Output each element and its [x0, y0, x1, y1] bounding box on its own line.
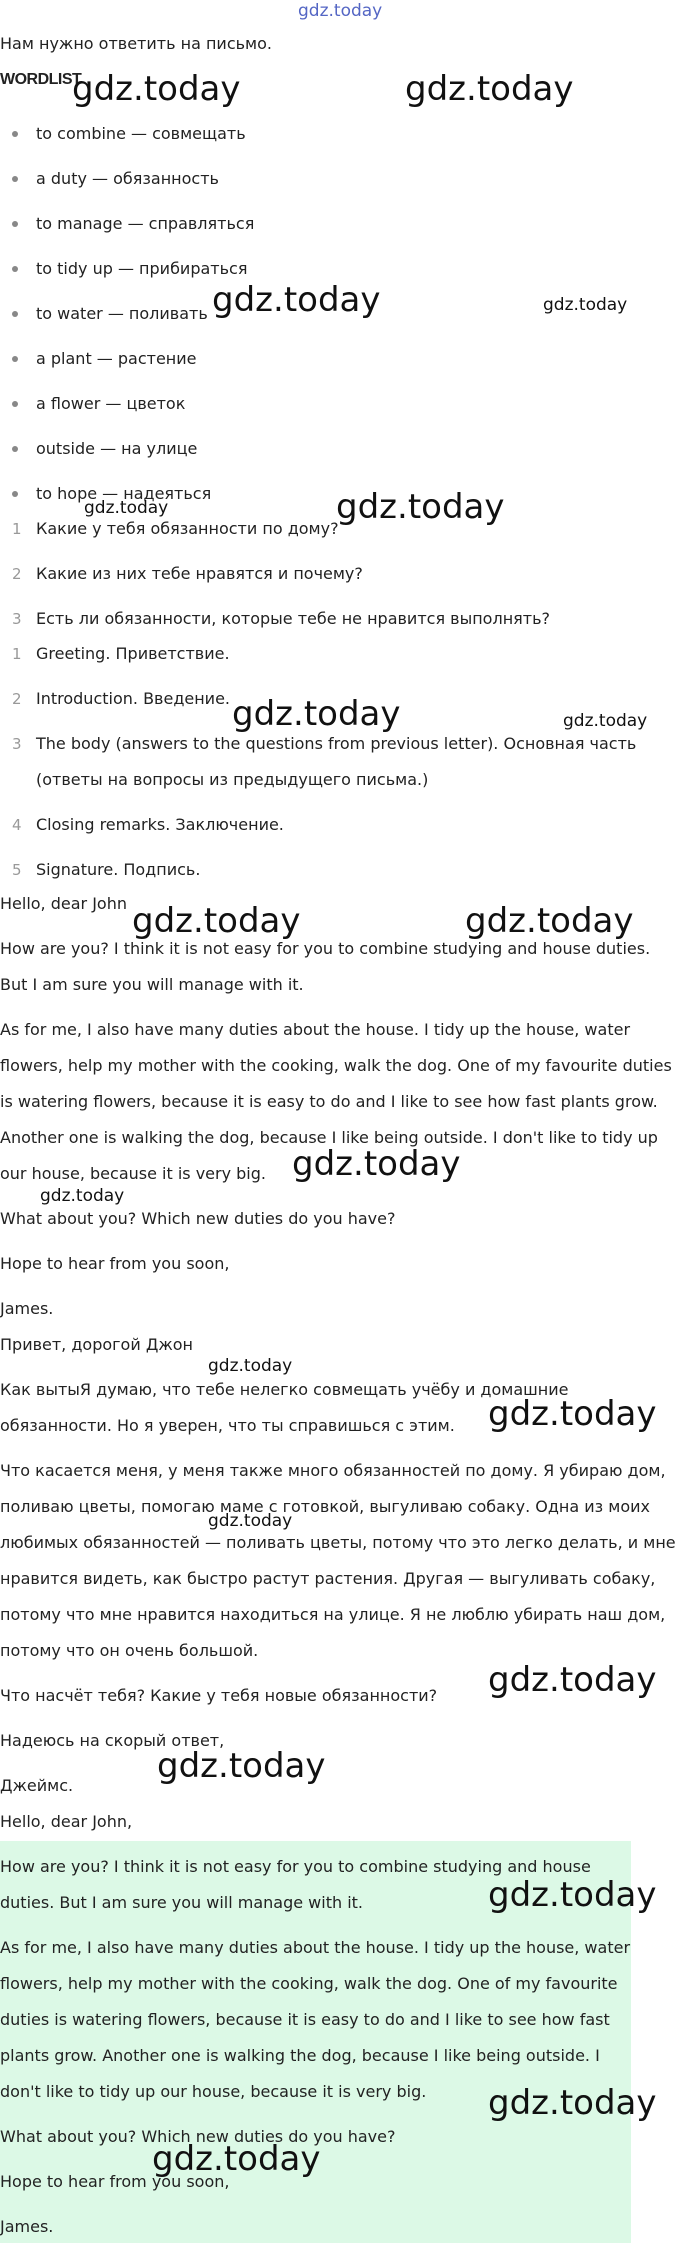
- letter-line: James.: [0, 2217, 54, 2236]
- plan-item: Closing remarks. Заключение.: [36, 815, 284, 834]
- plan-item: The body (answers to the questions from previous letter). Основная часть: [36, 734, 637, 753]
- letter-line: our house, because it is very big.: [0, 1164, 266, 1183]
- question-text: Какие у тебя обязанности по дому?: [36, 519, 339, 538]
- letter-line: is watering flowers, because it is easy to do and I like to see how fast plants grow.: [0, 1092, 658, 1111]
- watermark-text: gdz.today: [132, 901, 301, 941]
- wordlist-item: a plant — растение: [36, 349, 197, 368]
- bullet-icon: [12, 266, 18, 272]
- top-watermark: gdz.today: [298, 1, 383, 21]
- plan-number: 5: [12, 861, 22, 879]
- watermark-text: gdz.today: [488, 2083, 657, 2123]
- letter-line: Hello, dear John: [0, 894, 127, 913]
- letter-line: What about you? Which new duties do you have?: [0, 2127, 396, 2146]
- letter-line: Привет, дорогой Джон: [0, 1335, 193, 1354]
- question-number: 3: [12, 610, 22, 628]
- letter-line: Что касается меня, у меня также много обязанностей по дому. Я убираю дом,: [0, 1461, 666, 1480]
- watermark-text: gdz.today: [336, 487, 505, 527]
- wordlist-item: a flower — цветок: [36, 394, 186, 413]
- wordlist-item: to combine — совмещать: [36, 124, 246, 143]
- letter-line: Hope to hear from you soon,: [0, 1254, 230, 1273]
- bullet-icon: [12, 221, 18, 227]
- letter-line: How are you? I think it is not easy for you to combine studying and house: [0, 1857, 591, 1876]
- letter-line: But I am sure you will manage with it.: [0, 975, 304, 994]
- letter-line: потому что он очень большой.: [0, 1641, 259, 1660]
- watermark-text: gdz.today: [152, 2139, 321, 2179]
- letter-line: Что насчёт тебя? Какие у тебя новые обязанности?: [0, 1686, 438, 1705]
- letter-line: поливаю цветы, помогаю маме с готовкой, выгуливаю собаку. Одна из моих: [0, 1497, 650, 1516]
- bullet-icon: [12, 131, 18, 137]
- watermark-text: gdz.today: [488, 1875, 657, 1915]
- watermark-text: gdz.today: [157, 1746, 326, 1786]
- plan-item: Signature. Подпись.: [36, 860, 201, 879]
- plan-number: 3: [12, 735, 22, 753]
- bullet-icon: [12, 446, 18, 452]
- letter-line: Hello, dear John,: [0, 1812, 133, 1831]
- watermark-text: gdz.today: [40, 1186, 125, 1206]
- watermark-text: gdz.today: [488, 1394, 657, 1434]
- watermark-text: gdz.today: [465, 901, 634, 941]
- plan-number: 1: [12, 645, 22, 663]
- watermark-text: gdz.today: [563, 711, 648, 731]
- bullet-icon: [12, 176, 18, 182]
- plan-item: Greeting. Приветствие.: [36, 644, 230, 663]
- letter-line: flowers, help my mother with the cooking, walk the dog. One of my favourite: [0, 1974, 618, 1993]
- letter-line: Джеймс.: [0, 1776, 74, 1795]
- letter-line: plants grow. Another one is walking the dog, because I like being outside. I: [0, 2046, 600, 2065]
- bullet-icon: [12, 401, 18, 407]
- watermark-text: gdz.today: [208, 1511, 293, 1531]
- watermark-text: gdz.today: [543, 295, 628, 315]
- wordlist-title: WORDLIST: [0, 71, 82, 88]
- letter-line: нравится видеть, как быстро растут растения. Другая — выгуливать собаку,: [0, 1569, 656, 1588]
- bullet-icon: [12, 356, 18, 362]
- letter-line: любимых обязанностей — поливать цветы, потому что это легко делать, и мне: [0, 1533, 676, 1552]
- plan-item-continued: (ответы на вопросы из предыдущего письма.): [36, 770, 429, 789]
- letter-line: обязанности. Но я уверен, что ты справишься с этим.: [0, 1416, 455, 1435]
- question-number: 2: [12, 565, 22, 583]
- letter-line: flowers, help my mother with the cooking, walk the dog. One of my favourite duties: [0, 1056, 672, 1075]
- question-text: Какие из них тебе нравятся и почему?: [36, 564, 363, 583]
- wordlist-item: to tidy up — прибираться: [36, 259, 248, 278]
- watermark-text: gdz.today: [212, 280, 381, 320]
- letter-line: Hope to hear from you soon,: [0, 2172, 230, 2191]
- letter-line: don't like to tidy up our house, because it is very big.: [0, 2082, 427, 2101]
- watermark-text: gdz.today: [488, 1660, 657, 1700]
- bullet-icon: [12, 491, 18, 497]
- watermark-text: gdz.today: [292, 1144, 461, 1184]
- intro-text: Нам нужно ответить на письмо.: [0, 34, 272, 53]
- plan-item: Introduction. Введение.: [36, 689, 231, 708]
- wordlist-item: to manage — справляться: [36, 214, 255, 233]
- plan-number: 2: [12, 690, 22, 708]
- wordlist-item: to water — поливать: [36, 304, 208, 323]
- watermark-text: gdz.today: [84, 498, 169, 518]
- letter-line: As for me, I also have many duties about the house. I tidy up the house, water: [0, 1020, 631, 1039]
- letter-line: потому что мне нравится находиться на улице. Я не люблю убирать наш дом,: [0, 1605, 666, 1624]
- letter-line: James.: [0, 1299, 54, 1318]
- plan-number: 4: [12, 816, 22, 834]
- letter-line: As for me, I also have many duties about the house. I tidy up the house, water: [0, 1938, 631, 1957]
- bullet-icon: [12, 311, 18, 317]
- question-number: 1: [12, 520, 22, 538]
- wordlist-item: a duty — обязанность: [36, 169, 219, 188]
- letter-line: Another one is walking the dog, because I like being outside. I don't like to tidy up: [0, 1128, 658, 1147]
- letter-line: Как вытыЯ думаю, что тебе нелегко совмещать учёбу и домашние: [0, 1380, 569, 1399]
- letter-line: What about you? Which new duties do you have?: [0, 1209, 396, 1228]
- watermark-text: gdz.today: [232, 694, 401, 734]
- watermark-text: gdz.today: [72, 69, 241, 109]
- wordlist-item: to hope — надеяться: [36, 484, 212, 503]
- wordlist-item: outside — на улице: [36, 439, 198, 458]
- watermark-text: gdz.today: [405, 69, 574, 109]
- watermark-text: gdz.today: [208, 1356, 293, 1376]
- question-text: Есть ли обязанности, которые тебе не нравится выполнять?: [36, 609, 551, 628]
- letter-line: duties is watering flowers, because it is easy to do and I like to see how fast: [0, 2010, 610, 2029]
- letter-line: duties. But I am sure you will manage with it.: [0, 1893, 364, 1912]
- letter-line: Надеюсь на скорый ответ,: [0, 1731, 225, 1750]
- letter-line: How are you? I think it is not easy for you to combine studying and house duties.: [0, 939, 651, 958]
